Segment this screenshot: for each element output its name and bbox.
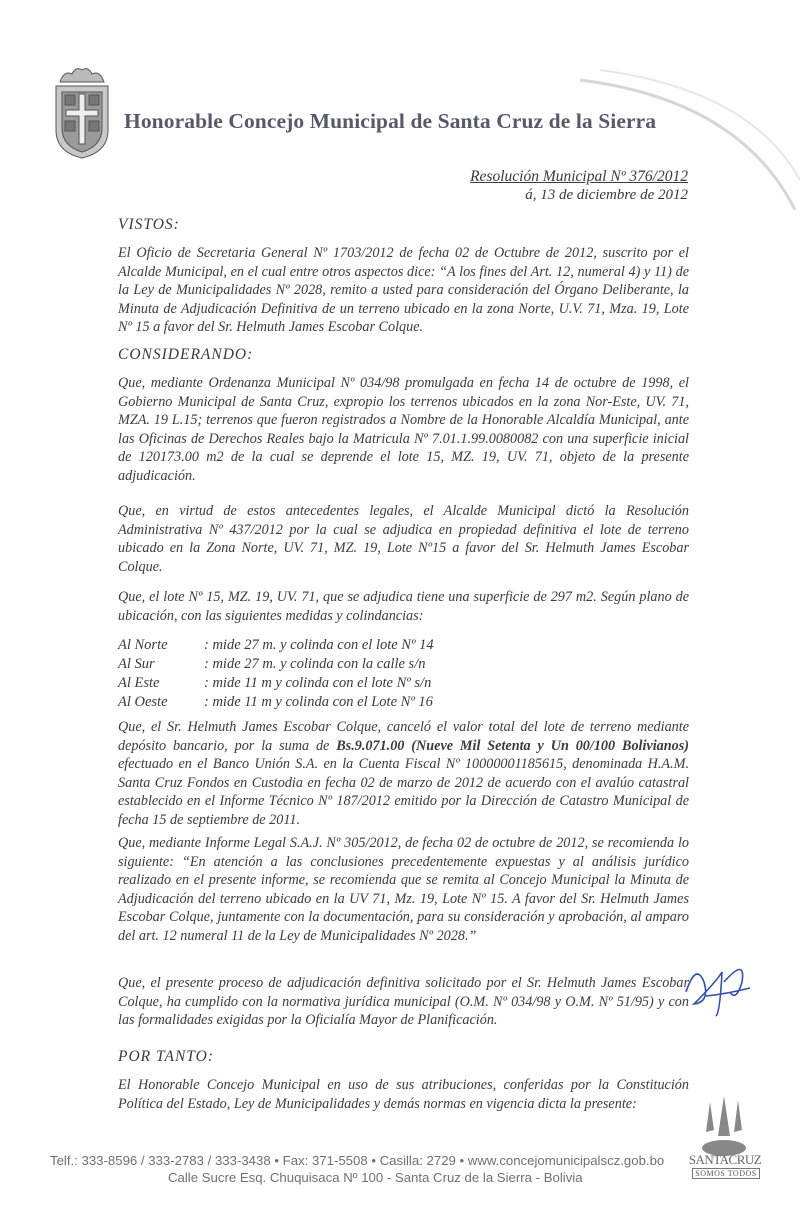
vistos-paragraph: El Oficio de Secretaria General Nº 1703/2012 de fecha 02 de Octubre de 2012, suscrito por el Alcalde Municipal, en el cual entre otros aspectos dice: “A los fines del Art. 12, numeral 4) y 11) de la Ley de Municipalidades Nº 2028, remito a usted para consideración del Órgano Deliberante, la Minuta de Adjudicación Definitiva de un terreno ubicado en la zona Norte, U.V. 71, Mza. 19, Lote Nº 15 a favor del Sr. Helmuth James Escobar Colque. <box>118 245 689 336</box>
boundary-direction: Al Sur <box>118 656 155 672</box>
footer-address: Calle Sucre Esq. Chuquisaca Nº 100 - Santa Cruz de la Sierra - Bolivia <box>168 1170 583 1185</box>
por-tanto-paragraph: El Honorable Concejo Municipal en uso de sus atribuciones, conferidas por la Constitución Política del Estado, Ley de Municipalidades y demás normas en vigencia dicta la presente: <box>118 1077 689 1112</box>
boundary-description: : mide 11 m y colinda con el Lote Nº 16 <box>204 694 433 710</box>
considerando-paragraph-3: Que, el lote Nº 15, MZ. 19, UV. 71, que se adjudica tiene una superficie de 297 m2. Según plano de ubicación, con las siguientes medidas y colindancias: <box>118 589 689 624</box>
considerando-paragraph-2: Que, en virtud de estos antecedentes legales, el Alcalde Municipal dictó la Resolución Administrativa Nº 437/2012 por la cual se adjudica en propiedad definitiva el lote de terreno ubicado en la Zona Norte, UV. 71, MZ. 19, Lote Nº15 a favor del Sr. Helmuth James Escobar Colque. <box>118 503 689 575</box>
city-logo-slogan: SOMOS TODOS <box>692 1168 760 1179</box>
boundaries-list <box>118 636 434 712</box>
payment-text-after: efectuado en el Banco Unión S.A. en la Cuenta Fiscal Nº 10000001185615, denominada H.A.M. Santa Cruz Fondos en Custodia en fecha 02 de marzo de 2012 de acuerdo con el avalúo catastral establecido en el Informe Técnico Nº 187/2012 emitido por la Dirección de Catastro Municipal de fecha 15 de septiembre de 2011. <box>118 756 689 828</box>
boundary-direction: Al Norte <box>118 637 168 653</box>
handwritten-signature <box>676 952 756 1022</box>
payment-text-before: Que, el Sr. Helmuth James Escobar Colque, canceló el valor total del lote de terreno mediante depósito bancario, por la suma de <box>118 719 689 754</box>
boundary-row <box>118 655 434 674</box>
municipal-crest-icon <box>50 64 114 160</box>
considerando-paragraph-6: Que, el presente proceso de adjudicación definitiva solicitado por el Sr. Helmuth James Escobar Colque, ha cumplido con la normativa jurídica municipal (O.M. Nº 034/98 y O.M. Nº 51/95) y con las formalidades exigidas por la Oficialía Mayor de Planificación. <box>118 975 689 1029</box>
vistos-heading: VISTOS: <box>118 216 180 233</box>
boundary-description: : mide 27 m. y colinda con la calle s/n <box>204 656 426 672</box>
boundary-description: : mide 27 m. y colinda con el lote Nº 14 <box>204 637 434 653</box>
footer-contact: Telf.: 333-8596 / 333-2783 / 333-3438 • Fax: 371-5508 • Casilla: 2729 • www.concejomunicipalscz.gob.bo <box>50 1153 665 1168</box>
resolution-number: Resolución Municipal Nº 376/2012 <box>470 168 688 185</box>
payment-amount: Bs.9.071.00 (Nueve Mil Setenta y Un 00/100 Bolivianos) <box>336 737 689 754</box>
boundary-direction: Al Oeste <box>118 694 168 710</box>
considerando-paragraph-1: Que, mediante Ordenanza Municipal Nº 034/98 promulgada en fecha 14 de octubre de 1998, el Gobierno Municipal de Santa Cruz, expropio los terrenos ubicados en la zona Nor-Este, UV. 71, MZA. 19 L.15; terrenos que fueron registrados a Nombre de la Honorable Alcaldía Municipal, ante las Oficinas de Derechos Reales bajo la Matricula Nº 7.01.1.99.0080082 con una superficie inicial de 120173.00 m2 de la cual se deprende el lote 15, MZ. 19, UV. 71, objeto de la presente adjudicación. <box>118 375 689 484</box>
boundary-description: : mide 11 m y colinda con el lote Nº s/n <box>204 675 432 691</box>
boundary-direction: Al Este <box>118 675 160 691</box>
boundary-row <box>118 636 434 655</box>
considerando-paragraph-5: Que, mediante Informe Legal S.A.J. Nº 305/2012, de fecha 02 de octubre de 2012, se recomienda lo siguiente: “En atención a las conclusiones precedentemente expuestas y al análisis jurídico realizado en el presente informe, se recomienda que se remita al Concejo Municipal la Minuta de Adjudicación del terreno ubicado en la UV 71, Mz. 19, Lote Nº 15. A favor del Sr. Helmuth James Escobar Colque, juntamente con la documentación, para su consideración y aprobación, al amparo del art. 12 numeral 11 de la Ley de Municipalidades Nº 2028.” <box>118 835 689 944</box>
por-tanto-heading: POR TANTO: <box>118 1048 214 1065</box>
boundary-row <box>118 693 434 712</box>
organization-title: Honorable Concejo Municipal de Santa Cruz de la Sierra <box>124 109 657 133</box>
boundary-row <box>118 674 434 693</box>
resolution-date: á, 13 de diciembre de 2012 <box>525 187 688 203</box>
considerando-heading: CONSIDERANDO: <box>118 346 254 363</box>
considerando-paragraph-4 <box>118 718 689 830</box>
city-logo-name: SANTACRUZ <box>688 1152 762 1167</box>
